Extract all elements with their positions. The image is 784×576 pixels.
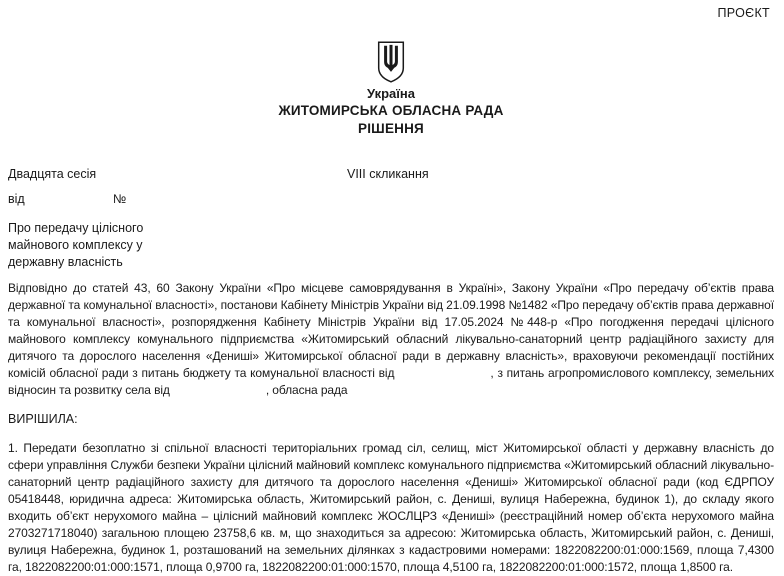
emblem-wrap <box>8 41 774 83</box>
document-type: РІШЕННЯ <box>358 121 424 136</box>
date-from-label: від <box>8 192 25 206</box>
draft-label: ПРОЄКТ <box>717 6 770 20</box>
session-name: Двадцята сесія <box>8 167 97 181</box>
resolution-item-1: 1. Передати безоплатно зі спільної власності територіальних громад сіл, селищ, міст Житомирської області у державну власність до сфери управління Служби безпеки України цілісний майновий комплекс комунального підприємства «Житомирський обласний лікувально-санаторний центр радіаційного захисту для дитячого та дорослого населення «Дениші» Житомирської обласної ради (код ЄДРПОУ 05418448, юридична адреса: Житомирська область, Житомирський район, с. Дениші, вулиця Набережна, будинок 1), до складу якого входить об’єкт нерухомого майна – цілісний майновий комплекс ЖОСЛЦРЗ «Дениші» (реєстраційний номер об’єкта нерухомого майна 2703271718040) загальною площею 23758,6 кв. м, що знаходиться за адресою: Житомирська область, Житомирський район, с. Дениші, вулиця Набережна, будинок 1, розташований на земельних ділянках з кадастровими номерами: 1822082200:01:000:1569, площа 7,4300 га, 1822082200:01:000:1571, площа 0,9700 га, 1822082200:01:000:1570, площа 4,5100 га, 1822082200:01:000:1572, площа 1,8500 га. <box>8 441 774 574</box>
session-row <box>8 167 774 184</box>
convocation-label: VIII скликання <box>347 167 429 181</box>
preamble-part2: , з питань агропромислового комплексу, земельних відносин та розвитку села від <box>8 366 774 397</box>
subject-block: Про передачу цілісного майнового комплексу у державну власність <box>8 221 144 269</box>
council-name: ЖИТОМИРСЬКА ОБЛАСНА РАДА <box>278 103 504 118</box>
ukraine-trident-emblem <box>376 41 406 83</box>
number-label: № <box>113 192 127 206</box>
resolved-label: ВИРІШИЛА: <box>8 412 78 426</box>
country-name: Україна <box>366 86 415 101</box>
date-blank-1 <box>394 376 490 377</box>
document-header <box>8 41 774 136</box>
preamble-part3: , обласна рада <box>265 383 348 397</box>
preamble-paragraph <box>8 280 774 399</box>
date-blank-2 <box>170 393 266 394</box>
date-number-row <box>8 192 774 209</box>
preamble-part1: Відповідно до статей 43, 60 Закону України «Про місцеве самоврядування в Україні», Закону України «Про передачу об’єктів права державної та комунальної власності», постанови Кабінету Міністрів України від 21.09.1998 №1482 «Про передачу об’єктів права державної та комунальної власності», розпорядження Кабінету Міністрів України від 17.05.2024 №448-р «Про погодження передачі цілісного майнового комплексу комунального підприємства «Житомирський обласний лікувально-санаторний центр радіаційного захисту для дитячого та дорослого населення «Дениші» Житомирської обласної ради в державну власність», враховуючи рекомендації постійних комісій обласної ради з питань бюджету та комунальної власності від <box>8 281 774 380</box>
